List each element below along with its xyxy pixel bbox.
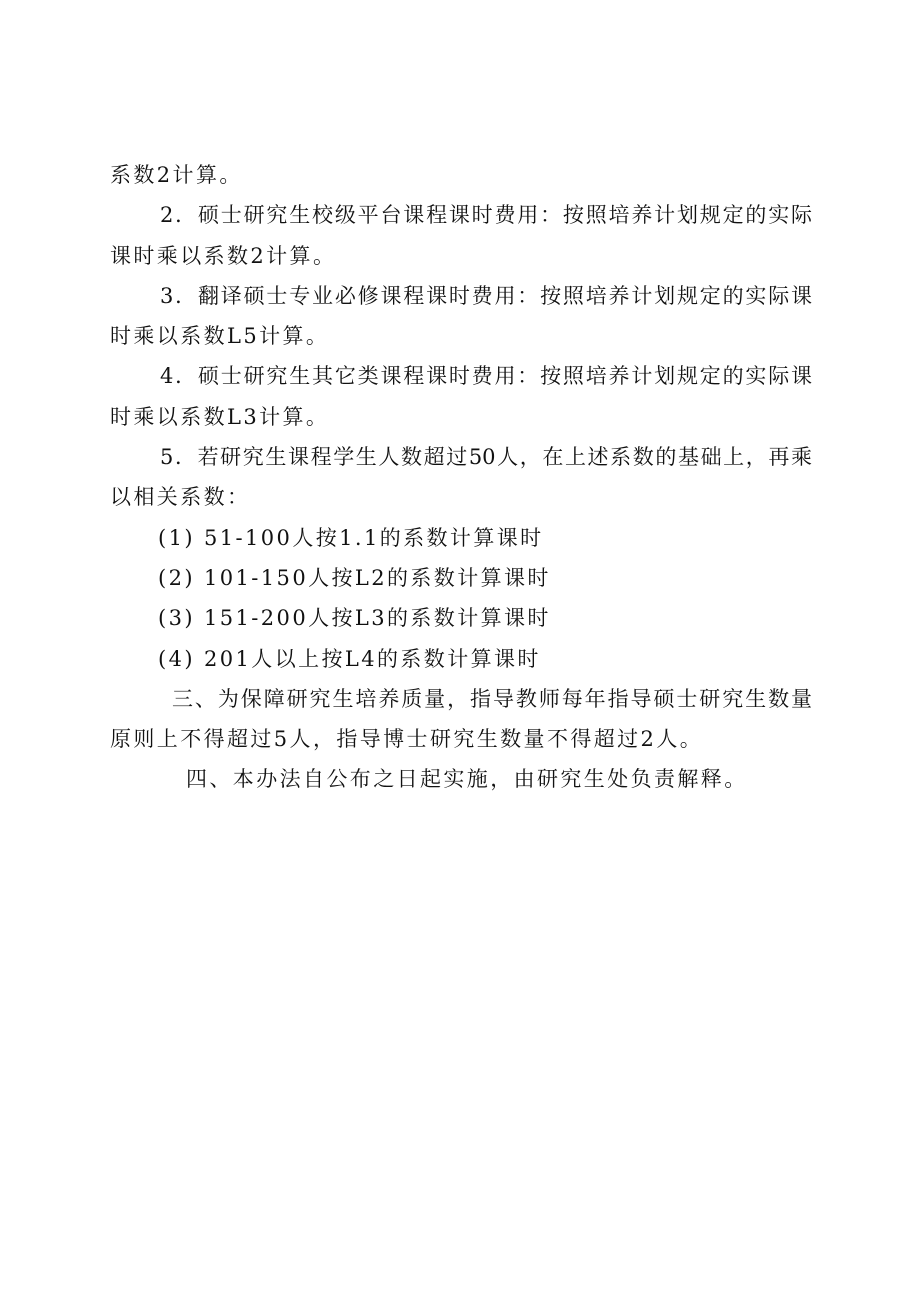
text-line: 系数2计算。 — [110, 163, 243, 187]
text-line: 2．硕士研究生校级平台课程课时费用：按照培养计划规定的实际 — [160, 203, 812, 228]
text-line: 4．硕士研究生其它类课程课时费用：按照培养计划规定的实际课 — [160, 364, 812, 389]
list-item: (1) 51-100人按1.1的系数计算课时 — [158, 525, 544, 550]
list-item: (2) 101-150人按L2的系数计算课时 — [158, 565, 551, 590]
text-line: 三、为保障研究生培养质量，指导教师每年指导硕士研究生数量 — [172, 686, 812, 711]
text-line: 时乘以系数L5计算。 — [110, 324, 330, 349]
document-body — [110, 155, 812, 800]
text-line: 课时乘以系数2计算。 — [110, 243, 337, 268]
text-line: 以相关系数： — [110, 485, 251, 510]
list-item: (4) 201人以上按L4的系数计算课时 — [158, 646, 541, 671]
text-line: 5．若研究生课程学生人数超过50人，在上述系数的基础上，再乘 — [160, 445, 812, 470]
text-line: 3．翻译硕士专业必修课程课时费用：按照培养计划规定的实际课 — [160, 283, 812, 308]
list-item: (3) 151-200人按L3的系数计算课时 — [158, 606, 551, 631]
text-line: 时乘以系数L3计算。 — [110, 404, 330, 429]
text-line: 原则上不得超过5人，指导博士研究生数量不得超过2人。 — [110, 727, 704, 752]
text-line: 四、本办法自公布之日起实施，由研究生处负责解释。 — [186, 767, 748, 792]
